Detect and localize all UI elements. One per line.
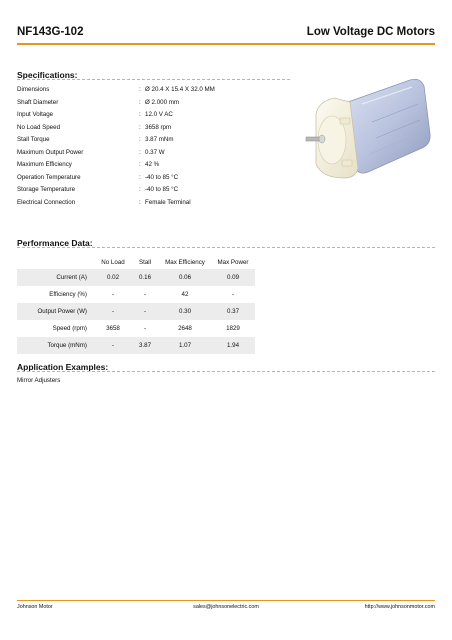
application-example: Mirror Adjusters: [17, 377, 61, 384]
footer-rule: [17, 600, 435, 601]
motor-product-image: [300, 74, 432, 194]
spec-label: Electrical Connection: [17, 198, 76, 206]
spec-label: Shaft Diameter: [17, 98, 59, 106]
row-label: Output Power (W): [17, 303, 95, 320]
spec-value: -40 to 85 °C: [145, 173, 179, 181]
spec-label: Maximum Efficiency: [17, 161, 72, 168]
page-header: [17, 26, 435, 44]
spec-value: Ø 2.000 mm: [145, 98, 180, 106]
table-cell: 0.30: [159, 303, 211, 320]
spec-value: 12.0 V AC: [145, 111, 173, 118]
spec-row: [17, 147, 287, 160]
table-cell: -: [95, 337, 131, 354]
row-label: Torque (mNm): [17, 337, 95, 354]
performance-table: [17, 255, 255, 354]
performance-rule: [17, 247, 435, 248]
table-row: [17, 286, 255, 303]
table-row: [17, 269, 255, 286]
spec-separator: :: [139, 148, 141, 156]
spec-value: Female Terminal: [145, 198, 191, 206]
column-header: No Load: [101, 258, 125, 266]
spec-separator: :: [139, 136, 141, 143]
table-row: [17, 337, 255, 354]
table-row: [17, 320, 255, 337]
table-header-row: [17, 255, 255, 269]
table-cell: -: [95, 303, 131, 320]
table-cell: -: [131, 303, 159, 320]
spec-label: Maximum Output Power: [17, 148, 84, 156]
table-cell: -: [231, 291, 235, 298]
header-rule: [17, 43, 435, 45]
table-cell: 0.02: [95, 269, 131, 286]
specifications-list: [17, 84, 287, 209]
spec-row: [17, 172, 287, 185]
table-cell: 0.09: [211, 269, 255, 286]
spec-separator: :: [139, 198, 141, 206]
spec-value: Ø 20.4 X 15.4 X 32.0 MM: [145, 86, 215, 93]
table-row: [17, 303, 255, 320]
spec-value: 42 %: [145, 161, 160, 168]
spec-row: [17, 122, 287, 135]
motor-shaft: [306, 135, 325, 143]
spec-separator: :: [139, 98, 141, 106]
footer-email-link[interactable]: sales@johnsonelectric.com: [193, 604, 259, 610]
spec-row: [17, 184, 287, 197]
spec-separator: :: [139, 86, 141, 93]
table-corner: [17, 255, 95, 269]
spec-row: [17, 134, 287, 147]
motor-body: [348, 79, 430, 173]
spec-row: [17, 159, 287, 172]
product-category: Low Voltage DC Motors: [306, 26, 435, 38]
spec-row: [17, 109, 287, 122]
spec-separator: :: [139, 123, 141, 131]
table-cell: 0.37: [211, 303, 255, 320]
spec-value: 3658 rpm: [145, 123, 172, 131]
specifications-title: Specifications:: [17, 70, 78, 80]
spec-label: Dimensions: [17, 86, 50, 93]
spec-separator: :: [139, 173, 141, 181]
column-header: Stall: [138, 258, 152, 266]
footer-company: Johnson Motor: [17, 604, 53, 610]
spec-label: Input Voltage: [17, 111, 54, 118]
table-cell: 42: [181, 291, 189, 298]
spec-separator: :: [139, 186, 141, 193]
column-header: Max Power: [217, 258, 249, 266]
table-cell: 1.07: [159, 337, 211, 354]
row-label: Efficiency (%): [49, 291, 87, 298]
table-cell: -: [111, 291, 115, 298]
spec-separator: :: [139, 111, 141, 118]
specifications-rule: [17, 79, 290, 80]
row-label: Speed (rpm): [52, 325, 87, 332]
spec-row: [17, 84, 287, 97]
performance-title: Performance Data:: [17, 238, 93, 248]
spec-label: Storage Temperature: [17, 186, 76, 193]
table-cell: 3.87: [131, 337, 159, 354]
row-label: Current (A): [17, 269, 95, 286]
page-footer: [17, 604, 435, 614]
table-cell: 1829: [226, 325, 240, 332]
table-cell: -: [143, 325, 147, 332]
footer-website-link[interactable]: http://www.johnsonmotor.com: [364, 604, 435, 610]
model-number: NF143G-102: [17, 26, 84, 38]
spec-row: [17, 197, 287, 210]
spec-label: No Load Speed: [17, 123, 61, 131]
applications-rule: [17, 371, 435, 372]
table-cell: 1.94: [211, 337, 255, 354]
spec-label: Stall Torque: [17, 136, 50, 143]
column-header: Max Efficiency: [165, 258, 205, 266]
spec-label: Operation Temperature: [17, 173, 81, 181]
table-cell: 0.06: [159, 269, 211, 286]
spec-value: 3.87 mNm: [145, 136, 174, 143]
table-cell: 0.16: [131, 269, 159, 286]
spec-separator: :: [139, 161, 141, 168]
spec-value: 0.37 W: [145, 148, 165, 156]
spec-value: -40 to 85 °C: [145, 186, 179, 193]
table-cell: -: [143, 291, 147, 298]
applications-title: Application Examples:: [17, 362, 109, 372]
table-cell: 3658: [106, 325, 120, 332]
table-cell: 2648: [178, 325, 192, 332]
spec-row: [17, 97, 287, 110]
